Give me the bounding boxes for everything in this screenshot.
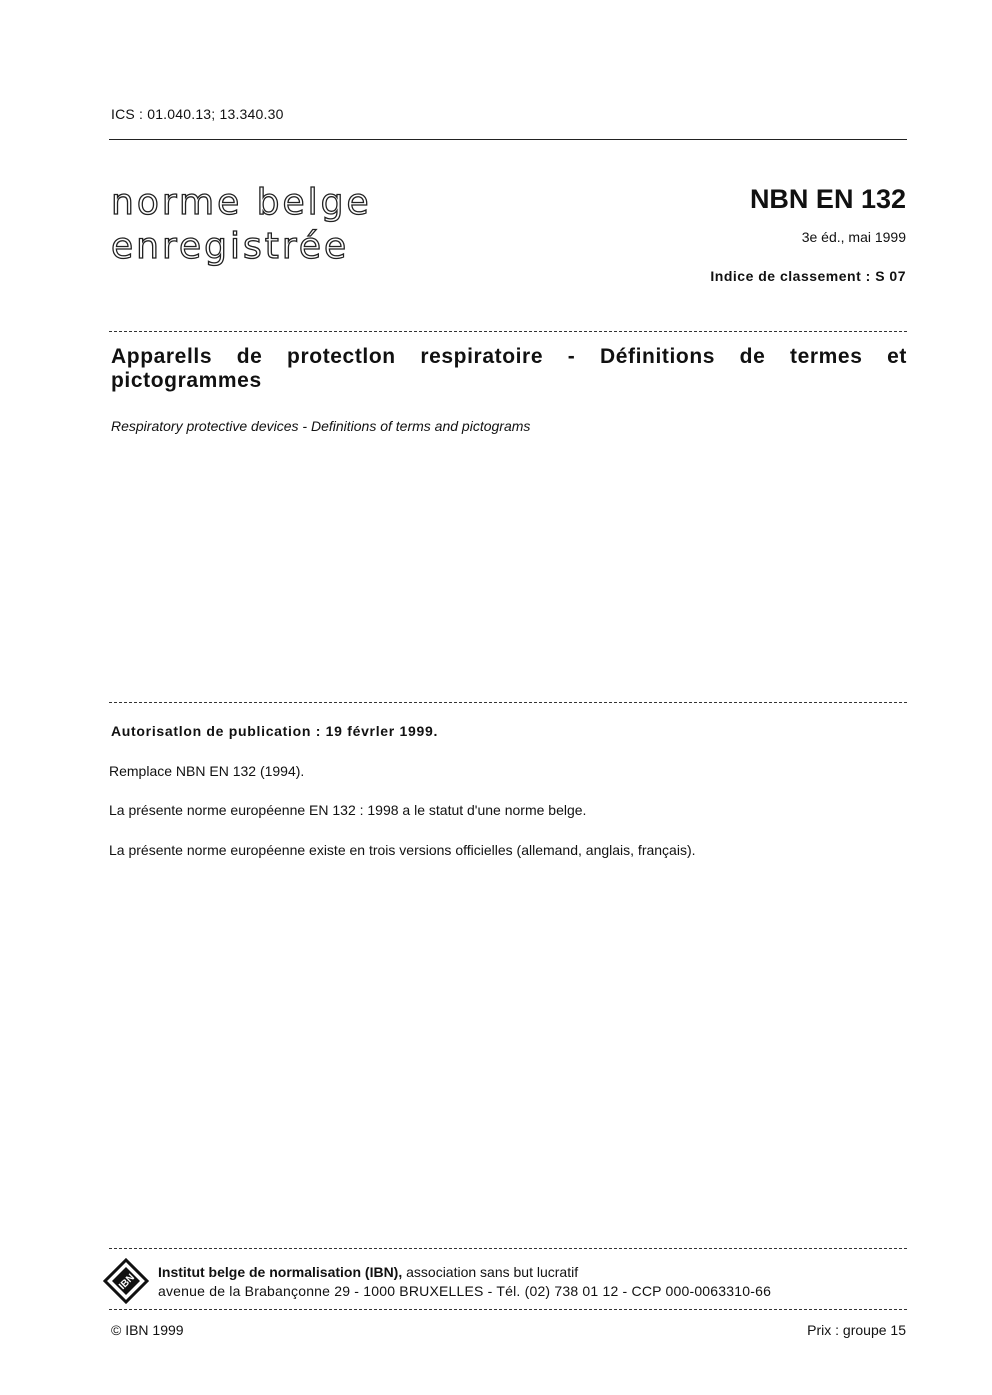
institute-address: avenue de la Brabançonne 29 - 1000 BRUXELLES - Tél. (02) 738 01 12 - CCP 000-0063310-66 <box>158 1283 772 1299</box>
footer-top-rule <box>109 1248 907 1249</box>
footer-bottom-rule <box>109 1309 907 1310</box>
versions-paragraph: La présente norme européenne existe en trois versions officielles (allemand, anglais, français). <box>109 842 696 858</box>
header-rule <box>109 139 907 140</box>
status-paragraph: La présente norme européenne EN 132 : 1998 a le statut d'une norme belge. <box>109 802 587 818</box>
document-title-fr: Apparells de protectlon respiratoire - Définitions de termes et pictogrammes <box>111 345 907 392</box>
price-group: Prix : groupe 15 <box>807 1322 906 1338</box>
institute-name: Institut belge de normalisation (IBN), <box>158 1264 403 1280</box>
document-title-en: Respiratory protective devices - Definitions of terms and pictograms <box>111 418 531 434</box>
ics-code: ICS : 01.040.13; 13.340.30 <box>111 106 284 122</box>
replaces-paragraph: Remplace NBN EN 132 (1994). <box>109 763 305 779</box>
body-rule <box>109 702 907 703</box>
outline-title-line1: norme belge <box>111 182 372 223</box>
standard-number: NBN EN 132 <box>749 184 906 214</box>
classification-index: Indice de classement : S 07 <box>710 268 906 284</box>
title-rule <box>109 331 907 332</box>
copyright: © IBN 1999 <box>111 1322 184 1338</box>
logo-text: IBN <box>117 1272 138 1293</box>
institute-line <box>158 1264 578 1280</box>
publication-authorisation: Autorisatlon de publication : 19 févrler 1999. <box>111 723 439 739</box>
ibn-logo-icon <box>103 1258 149 1304</box>
outline-title-line2: enregistrée <box>111 226 350 267</box>
institute-description: association sans but lucratif <box>402 1264 579 1280</box>
edition-date: 3e éd., mai 1999 <box>801 229 906 245</box>
